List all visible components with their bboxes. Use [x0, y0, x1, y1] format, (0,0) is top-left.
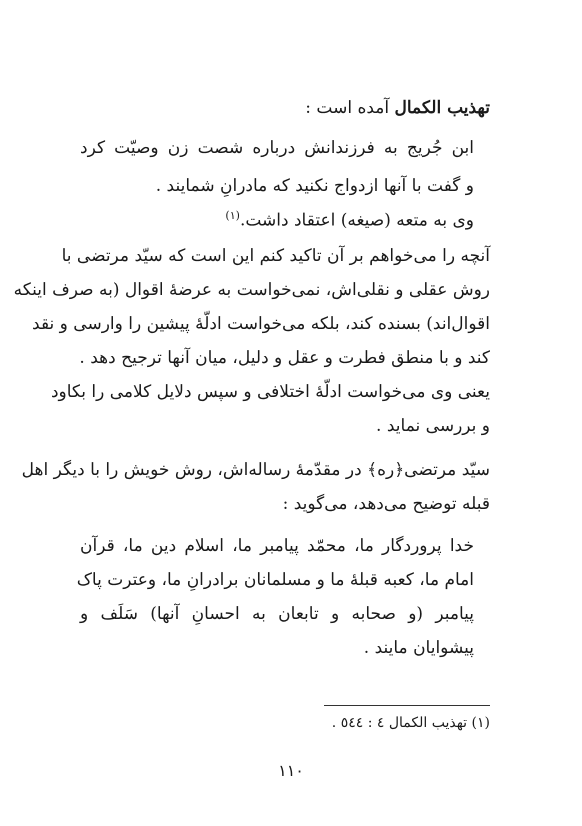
page-number: ۱۱۰	[278, 761, 304, 780]
paragraph-line-1: آنچه را می‌خواهم بر آن تاکید کنم این است که سیّد مرتضی با	[61, 246, 490, 266]
quote-line-3-text: وی به متعه (صیغه) اعتقاد داشت.	[239, 210, 474, 231]
paragraph-line-7: سیّد مرتضی﴿ره﴾ در مقدّمهٔ رساله‌اش، روش خویش را با دیگر اهل	[21, 460, 490, 480]
quote-line-7: پیشوایان مایند .	[363, 638, 474, 658]
quote-line-1: ابن جُریج به فرزندانش درباره شصت زن وصیّت کرد	[80, 138, 474, 158]
quote-line-2: و گفت با آنها ازدواج نکنید که مادرانِ شمایند .	[155, 176, 474, 196]
source-title: تهذیب الکمال	[394, 98, 490, 118]
quote-line-6: پیامبر (و صحابه و تابعان به احسانِ آنها) سَلَف و	[80, 604, 474, 624]
footnote-ref: (۱)	[225, 209, 240, 222]
paragraph-line-8: قبله توضیح می‌دهد، می‌گوید :	[282, 494, 490, 514]
footnote-separator	[324, 705, 490, 706]
text-line-1-rest: آمده است :	[305, 98, 395, 118]
text-line-1	[305, 96, 490, 120]
paragraph-line-5: یعنی وی می‌خواست ادلّهٔ اختلافی و سپس دلایل کلامی را بکاود	[50, 382, 490, 402]
footnote: (۱) تهذیب الکمال ٤ : ٥٤٤ .	[331, 715, 490, 731]
paragraph-line-4: کند و با منطق فطرت و عقل و دلیل، میان آنها ترجیح دهد .	[79, 348, 490, 368]
quote-line-3	[225, 204, 474, 233]
paragraph-line-6: و بررسی نماید .	[376, 416, 490, 436]
paragraph-line-3: اقوال‌اند) بسنده کند، بلکه می‌خواست ادلّهٔ پیشین را وارسی و نقد	[32, 314, 490, 334]
quote-line-5: امام ما، کعبه قبلهٔ ما و مسلمانان برادرانِ ما، وعترت پاک	[76, 570, 474, 590]
paragraph-line-2: روش عقلی و نقلی‌اش، نمی‌خواست به عرضهٔ اقوال (به صرف اینکه	[13, 280, 490, 300]
quote-line-4: خدا پروردگار ما، محمّد پیامبر ما، اسلام دین ما، قرآن	[80, 536, 474, 556]
